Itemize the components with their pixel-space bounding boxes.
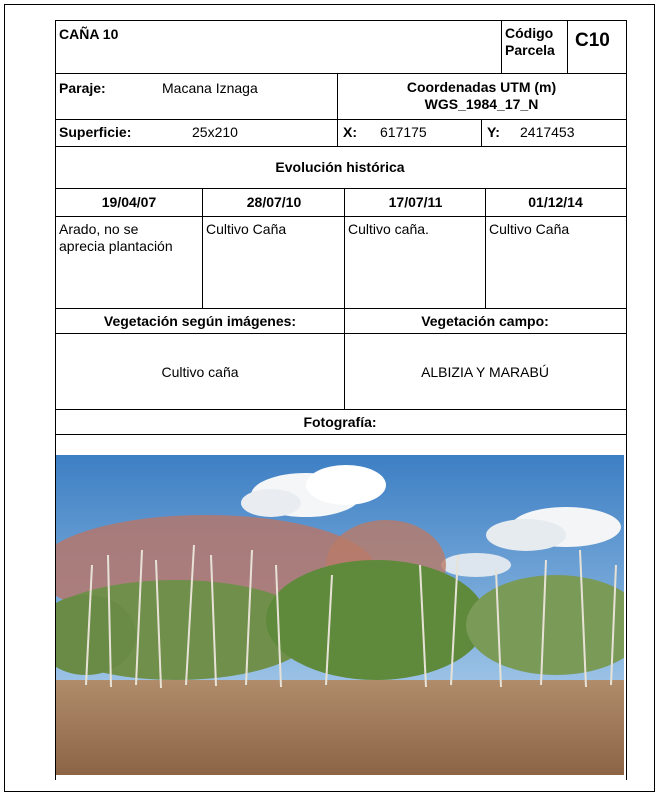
code-value-cell <box>567 21 624 73</box>
x-cell <box>337 120 481 146</box>
paraje-cell <box>56 74 337 119</box>
coords-title-line1: Coordenadas UTM (m) <box>406 79 557 95</box>
x-label: X: <box>343 124 357 140</box>
history-title: Evolución histórica <box>275 159 405 175</box>
x-value: 617175 <box>380 124 427 140</box>
title-row <box>56 20 626 73</box>
date-cell-3 <box>344 189 485 216</box>
date-cell-4 <box>485 189 624 216</box>
vegetation-images-label: Vegetación según imágenes: <box>103 313 297 329</box>
surface-cell <box>56 120 337 146</box>
date-cell-1 <box>56 189 202 216</box>
field-photograph <box>56 455 624 775</box>
surface-label: Superficie: <box>59 124 132 140</box>
surface-value: 25x210 <box>192 124 238 140</box>
code-label-line2: Parcela <box>505 42 555 58</box>
field-photograph-image <box>56 455 624 775</box>
paraje-label: Paraje: <box>59 80 106 96</box>
photo-row <box>56 434 626 780</box>
parcel-sheet <box>55 20 627 780</box>
code-value: C10 <box>575 30 610 51</box>
history-text-cell-2 <box>202 217 344 308</box>
history-text-cell-1 <box>56 217 202 308</box>
parcel-title: CAÑA 10 <box>59 26 119 42</box>
surface-row <box>56 119 626 146</box>
vegetation-images-value-cell <box>56 334 344 409</box>
vegetation-value-row <box>56 333 626 409</box>
vegetation-field-label: Vegetación campo: <box>421 313 549 329</box>
vegetation-field-value-cell <box>344 334 624 409</box>
vegetation-header-row <box>56 308 626 333</box>
history-date: 01/12/14 <box>528 194 583 210</box>
vegetation-field-value: ALBIZIA Y MARABÚ <box>421 364 549 380</box>
document-page <box>4 4 655 792</box>
location-row <box>56 73 626 119</box>
paraje-value: Macana Iznaga <box>162 80 258 96</box>
y-label: Y: <box>487 124 500 140</box>
code-label-line1: Código <box>505 25 554 41</box>
vegetation-field-header <box>344 309 624 333</box>
history-text-cell-4 <box>485 217 624 308</box>
coords-title-line2: WGS_1984_17_N <box>424 96 539 112</box>
history-date: 17/07/11 <box>388 194 443 210</box>
history-dates-row <box>56 188 626 216</box>
history-text-cell-3 <box>344 217 485 308</box>
history-date: 28/07/10 <box>246 194 302 210</box>
coords-title-cell <box>337 74 624 119</box>
history-text-line1: Cultivo Caña <box>489 221 570 237</box>
history-text-line1: Cultivo caña. <box>348 221 429 237</box>
photo-label: Fotografía: <box>303 414 377 430</box>
y-cell <box>481 120 624 146</box>
history-text-line2: aprecia plantación <box>59 238 173 254</box>
history-text-line1: Arado, no se <box>59 221 139 237</box>
code-label-cell <box>501 21 567 73</box>
vegetation-images-value: Cultivo caña <box>161 364 239 380</box>
photo-label-row <box>56 409 626 434</box>
history-text-row <box>56 216 626 308</box>
y-value: 2417453 <box>520 124 575 140</box>
history-title-row <box>56 146 626 188</box>
vegetation-images-header <box>56 309 344 333</box>
history-text-line1: Cultivo Caña <box>206 221 287 237</box>
history-date: 19/04/07 <box>101 194 157 210</box>
title-cell <box>56 21 501 73</box>
date-cell-2 <box>202 189 344 216</box>
